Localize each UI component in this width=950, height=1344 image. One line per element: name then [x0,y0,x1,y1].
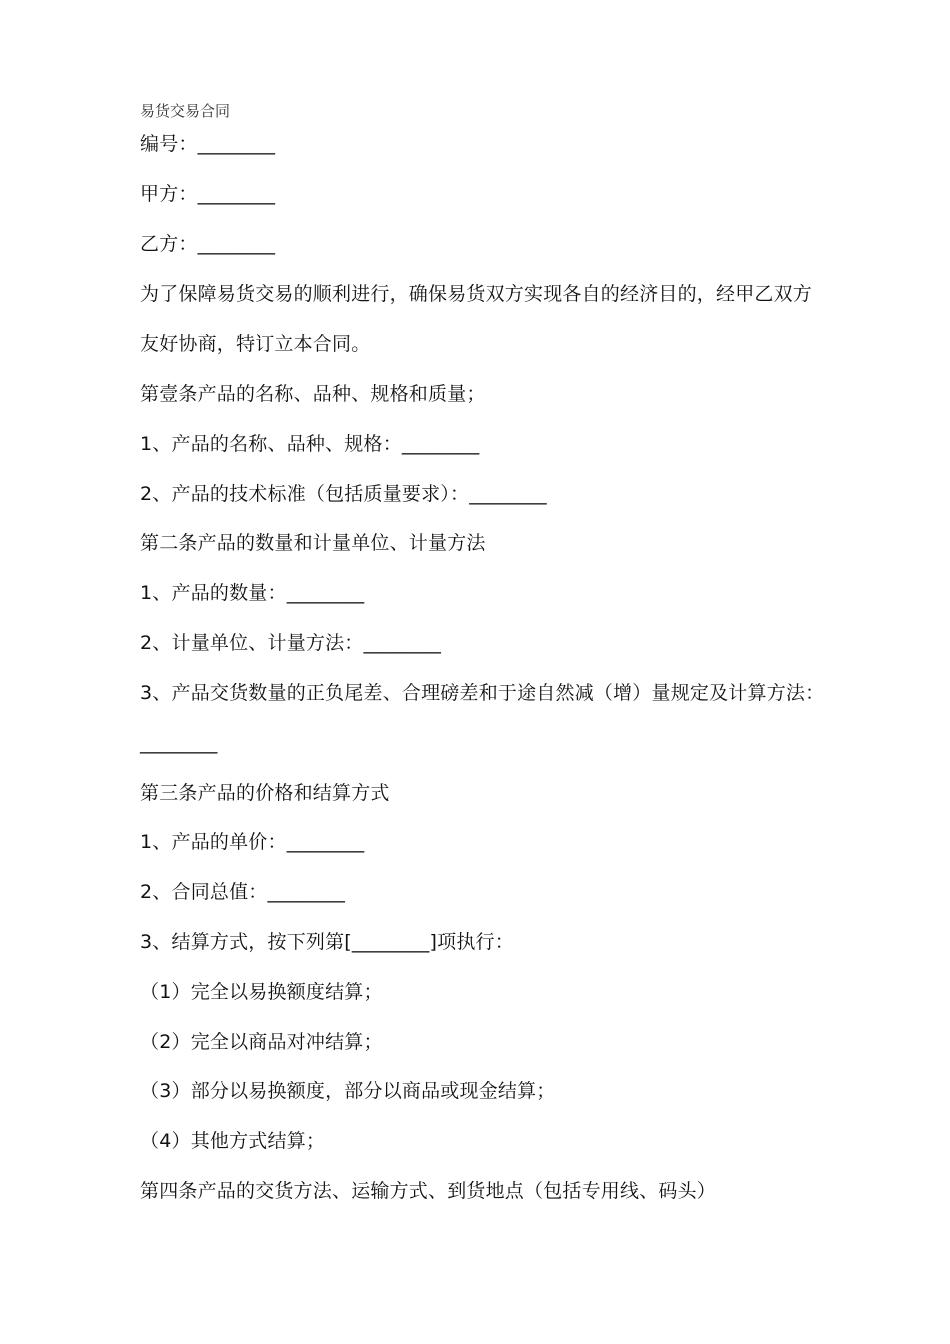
document-title: 易货交易合同 [140,102,231,120]
article-3-heading: 第三条产品的价格和结算方式 [140,782,390,804]
article-2-item-3: 3、产品交货数量的正负尾差、合理磅差和于途自然减（增）量规定及计算方法： [140,682,825,704]
article-4-heading: 第四条产品的交货方法、运输方式、到货地点（包括专用线、码头） [140,1180,717,1202]
article-2-item-1: 1、产品的数量：________ [140,582,365,604]
contract-number-line: 编号：________ [140,133,276,155]
preamble-line-1: 为了保障易货交易的顺利进行，确保易货双方实现各自的经济目的，经甲乙双方 [140,283,813,305]
settlement-option-3: （3）部分以易换额度，部分以商品或现金结算； [140,1080,556,1102]
article-1-item-2: 2、产品的技术标准（包括质量要求）：________ [140,483,547,505]
article-3-item-1: 1、产品的单价：________ [140,831,365,853]
settlement-option-1: （1）完全以易换额度结算； [140,981,383,1003]
article-1-heading: 第壹条产品的名称、品种、规格和质量； [140,383,486,405]
article-3-item-3: 3、结算方式，按下列第[________]项执行： [140,931,514,953]
settlement-option-2: （2）完全以商品对冲结算； [140,1031,383,1053]
settlement-option-4: （4）其他方式结算； [140,1130,326,1152]
article-2-heading: 第二条产品的数量和计量单位、计量方法 [140,532,486,554]
article-2-item-2: 2、计量单位、计量方法：________ [140,632,442,654]
party-b-line: 乙方：________ [140,233,276,255]
article-1-item-1: 1、产品的名称、品种、规格：________ [140,433,480,455]
article-2-item-3-blank: ________ [140,732,218,754]
preamble-line-2: 友好协商，特订立本合同。 [140,333,371,355]
party-a-line: 甲方：________ [140,183,276,205]
article-3-item-2: 2、合同总值：________ [140,881,346,903]
